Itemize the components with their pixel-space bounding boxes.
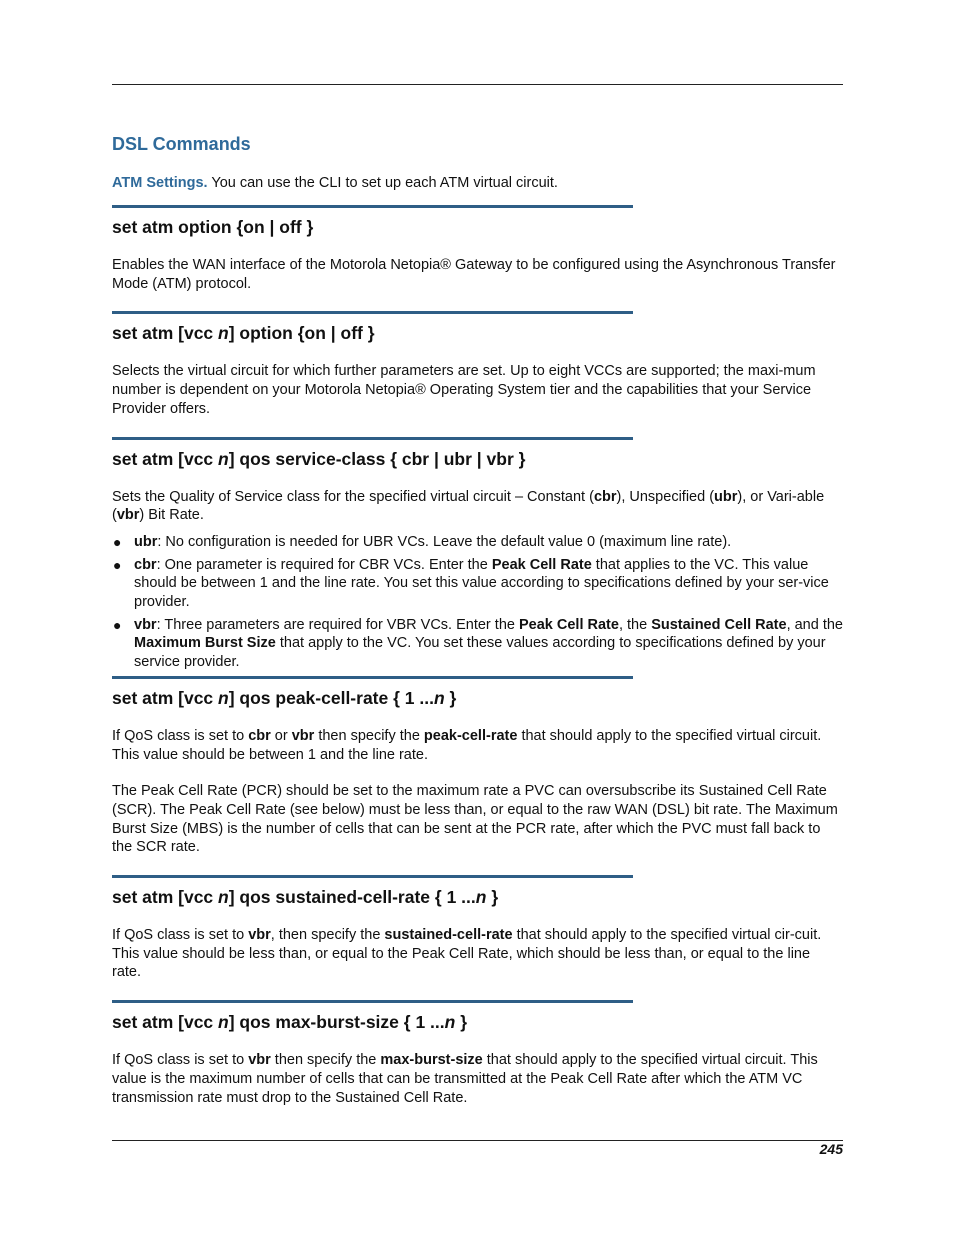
- intro-lead: ATM Settings.: [112, 175, 208, 191]
- command-description: Selects the virtual circuit for which further parameters are set. Up to eight VCCs are supported; the maxi-mum number is dependent on your Motorola Netopia® Operating System tier and the capabilities that your Service Provider offers.: [112, 363, 816, 417]
- command-atm-option: [112, 205, 843, 293]
- command-description: If QoS class is set to vbr, then specify the sustained-cell-rate that should apply to the specified virtual cir-cuit. This value should be less than, or equal to the Peak Cell Rate, which should be less than, or equal to the line rate.: [112, 927, 822, 981]
- command-heading: set atm option {on | off }: [112, 217, 314, 237]
- page-number: 245: [819, 1141, 843, 1157]
- command-heading: set atm [vcc n] qos peak-cell-rate { 1 ...n }: [112, 687, 457, 708]
- footer-rule: [112, 1140, 843, 1141]
- command-heading: set atm [vcc n] qos sustained-cell-rate { 1 ...n }: [112, 887, 499, 908]
- command-note: The Peak Cell Rate (PCR) should be set to the maximum rate a PVC can oversubscribe its Sustained Cell Rate (SCR). The Peak Cell Rate (see below) must be less than, or equal to the raw WAN (DSL) bit rate. The Maximum Burst Size (MBS) is the number of cells that can be sent at the PCR rate, after which the PVC must fall back to the SCR rate.: [112, 783, 838, 856]
- header-rule: [112, 84, 843, 85]
- command-max-burst-size: [112, 1000, 843, 1107]
- command-vcc-option: [112, 311, 843, 418]
- command-description: Enables the WAN interface of the Motorola Netopia® Gateway to be configured using the Asynchronous Transfer Mode (ATM) protocol.: [112, 257, 836, 292]
- intro-text: You can use the CLI to set up each ATM virtual circuit.: [207, 175, 558, 191]
- command-heading: set atm [vcc n] qos service-class { cbr | ubr | vbr }: [112, 448, 526, 469]
- command-divider: [112, 1000, 633, 1003]
- command-divider: [112, 437, 633, 440]
- command-description: If QoS class is set to vbr then specify the max-burst-size that should apply to the specified virtual circuit. This value is the maximum number of cells that can be transmitted at the Peak Cell Rate after which the ATM VC transmission rate must drop to the Sustained Cell Rate.: [112, 1052, 818, 1106]
- command-peak-cell-rate: [112, 676, 843, 857]
- bullet-icon: ●: [113, 533, 122, 550]
- list-item: ● cbr: One parameter is required for CBR VCs. Enter the Peak Cell Rate that applies to the VC. This value should be between 1 and the line rate. You set this value according to specifications defined by your ser-vice provider.: [113, 556, 829, 611]
- bullet-icon: ●: [113, 616, 122, 633]
- service-class-list: [112, 533, 843, 672]
- command-service-class: [112, 437, 843, 672]
- command-divider: [112, 875, 633, 878]
- bullet-icon: ●: [113, 556, 122, 573]
- section-title: DSL Commands: [112, 134, 251, 154]
- command-divider: [112, 676, 633, 679]
- command-divider: [112, 205, 633, 208]
- command-description: If QoS class is set to cbr or vbr then specify the peak-cell-rate that should apply to the specified virtual circuit. This value should be between 1 and the line rate.: [112, 727, 822, 763]
- page-content: [112, 134, 843, 1125]
- command-sustained-cell-rate: [112, 875, 843, 982]
- command-divider: [112, 311, 633, 314]
- command-heading: set atm [vcc n] qos max-burst-size { 1 ...n }: [112, 1012, 468, 1033]
- intro-paragraph: [112, 174, 843, 193]
- list-item: ● vbr: Three parameters are required for VBR VCs. Enter the Peak Cell Rate, the Sustained Cell Rate, and the Maximum Burst Size that apply to the VC. You set these values according to specifications defined by your service provider.: [113, 616, 843, 671]
- command-heading: set atm [vcc n] option {on | off }: [112, 323, 375, 344]
- list-item: ● ubr: No configuration is needed for UBR VCs. Leave the default value 0 (maximum line rate).: [113, 533, 732, 550]
- command-description: Sets the Quality of Service class for the specified virtual circuit – Constant (cbr), Unspecified (ubr), or Vari-able (vbr) Bit Rate.: [112, 488, 825, 524]
